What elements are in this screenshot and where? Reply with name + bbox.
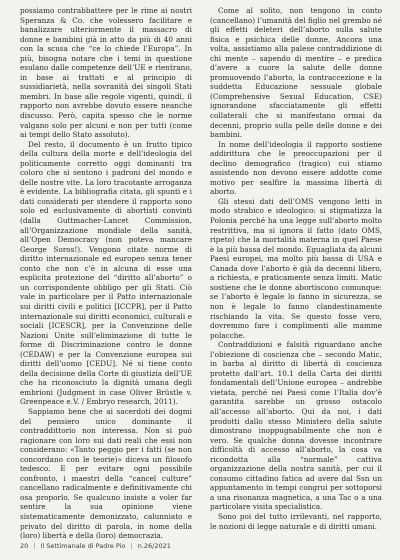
footer-separator: |	[130, 542, 133, 550]
paragraph: Del resto, il documento è un frutto tipico della cultura della morte e dell’ideologia del politicamente corretto oggi dominanti tra coloro che si sentono i padroni del mondo e delle nostre vite. La loro tracotante arroganza è evidente. La bibliografia citata, gli spunti e i dati considerati per stendere il rapporto sono solo ed esclusivamente di abortisti convinti (dalla Guttmacher-Lancet Commission, all’Organizzazione mondiale della sanità, all’Open Democracy (non poteva mancare George Soros!). Vengono citate norme di diritto internazionale ed europeo senza tener conto che non c’è in alcuna di esse una esplicita protezione del “diritto all’aborto” o un corrispondente obbligo per gli Stati. Ciò vale in particolare per il Patto internazionale sui diritti civili e politici [ICCPR], per il Patto internazionale sui diritti economici, culturali e sociali [ICESCR], per la Convenzione delle Nazioni Unite sull’eliminazione di tutte le forme di Discriminazione contro le donne (CEDAW) e per la Convenzione europea sui diritti dell’uomo [CEDU]. Né si tiene conto della decisione della Corte di giustizia dell’UE che ha riconosciuto la dignità umana degli embrioni (Judgment in case Oliver Brüstle v. Greenpeace e.V. / Embryo research, 2011).	[20, 139, 192, 407]
left-column	[20, 6, 192, 541]
paragraph: possiamo contrabbattere per le rime ai nostri Speranza & Co. che volessero facilitare e banalizzare ulteriormente il massacro di donne e bambini già in atto da più di 40 anni con la scusa che “ce lo chiede l’Europa”. In più, bisogna notare che i temi in questione esulano dalle competenze dell’UE e rientrano, in base ai trattati e al principio di sussidiarietà, nella sovranità dei singoli Stati membri. In base alle regole vigenti, quindi, il rapporto non avrebbe dovuto essere neanche discusso. Però, capita spesso che le norme valgano solo per alcuni e non per tutti (come ai tempi dello Stato assoluto).	[20, 6, 192, 140]
issue-number: n.26/2021	[137, 542, 171, 550]
page-footer	[20, 542, 382, 550]
paragraph: Gli stessi dati dell’OMS vengono letti in modo strabico e ideologico: si stigmatizza la Polonia perché ha una legge sull’aborto molto restrittiva, ma si ignora il fatto (dato OMS, ripeto) che la mortalità materna in quel Paese è la più bassa del mondo. Eguagliata da alcuni Paesi europei, ma molto più bassa di USA e Canada dove l’aborto è già da decenni libero, a richiesta, e praticamente senza limiti. Matic sostiene che le donne abortiscono comunque: se l’aborto è legale lo fanno in sicurezza, se non è legale lo fanno clandestinamente rischiando la vita. Se questo fosse vero, dovremmo fare i complimenti alle mamme polacche.	[210, 196, 382, 340]
paragraph: Sono poi del tutto irrilevanti, nel rapporto, le nozioni di legge naturale e di diritti umani.	[210, 511, 382, 531]
page-number: 20	[20, 542, 29, 550]
footer-separator: |	[33, 542, 36, 550]
magazine-name: Il Settimanale di Padre Pio	[40, 542, 126, 550]
paragraph: Sappiamo bene che ai sacerdoti dei dogmi del pensiero unico dominante il contraddittorio non interessa. Non si può ragionare con loro sui dati reali che essi non considerano: «Tanto peggio per i fatti (se non concordano con le teorie)» diceva un filosofo tedesco. E per evitare ogni possibile confronto, i maestri della “cancel culture” cancellano radicalmente e definitivamente chi osa proporlo. Se qualcuno insiste a voler far sentire la sua opinione viene sistematicamente demonizzato, calunniato e privato del diritto di parola, in nome della (loro) libertà e della (loro) democrazia.	[20, 406, 192, 541]
right-column	[210, 6, 382, 531]
article-body	[20, 6, 382, 541]
paragraph: In nome dell’ideologia il rapporto sostiene addirittura che le preoccupazioni per il declino demografico (tragico) cui stiamo assistendo non devono essere addotte come motivo per sealfire la massima libertà di aborto.	[210, 139, 382, 197]
paragraph: Contraddizioni e falsità riguardano anche l’obiezione di coscienza che – secondo Matic, in barba al diritto di libertà di coscienza protetto dall’art. 10.1 della Carta dei diritti fondamentali dell’Unione europea – andrebbe vietata, perché nei Paesi come l’Italia dov’è garantita sarebbe un grosso ostacolo all’accesso all’aborto. Qui da noi, i dati prodotti dallo stesso Ministero della salute dimostrano inoppugnabilmente che non è vero. Se qualche donna dovesse incontrare difficoltà di accesso all’aborto, la cosa va ricondotta alla “normale” cattiva organizzazione della nostra sanità, per cui il consumo cittadino fatica ad avere dal Ssn un appuntamento in tempi congrui per sottoporsi a una risonanza magnetica, a una Tac o a una particolare visita specialistica.	[210, 340, 382, 512]
paragraph: Come al solito, non tengono in conto (cancellano) l’umanità del figlio nel grembo né gli effetti deleteri dell’aborto sulla salute fisica e psichica delle donne. Ancora una volta, assistiamo alla palese contraddizione di chi mente – sapendo di mentire – e predica d’avere a cuore la salute delle donne promuovendo l’aborto, la contraccezione e la suddetta Educazione sessuale globale (Comprehensive Sexual Education, CSE) ignorandone sfacciatamente gli effetti collaterali che si manifestano ormai da decenni, proprio sulla pelle delle donne e dei bambini.	[210, 6, 382, 140]
